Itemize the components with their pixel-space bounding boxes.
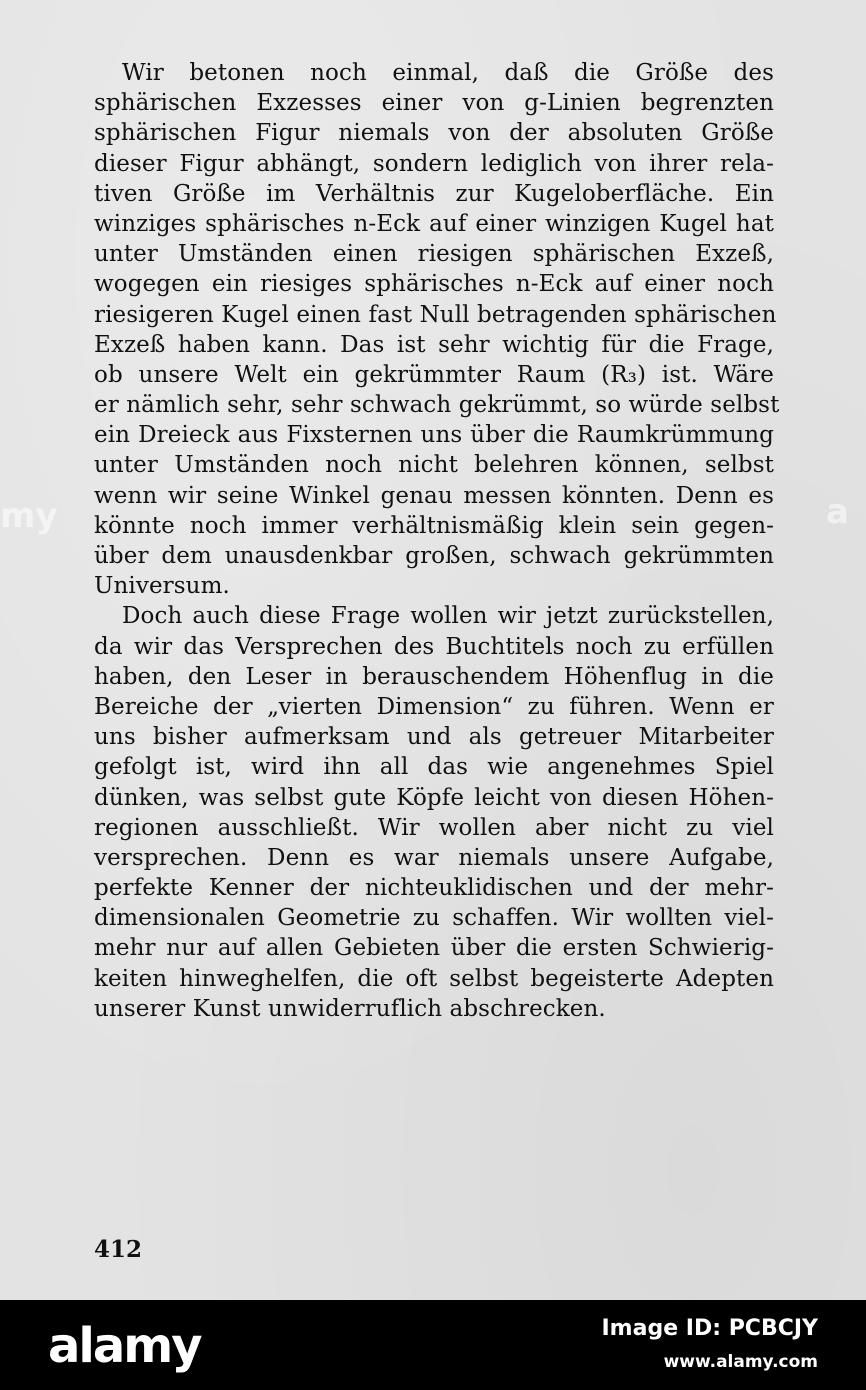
text-line: regionen ausschließt. Wir wollen aber nicht zu viel xyxy=(94,814,774,841)
text-line: ob unsere Welt ein gekrümmter Raum (R₃) ist. Wäre xyxy=(94,361,774,388)
page-number: 412 xyxy=(94,1236,143,1263)
text-line: dimensionalen Geometrie zu schaffen. Wir wollten viel- xyxy=(94,905,774,932)
text-line: keiten hinweghelfen, die oft selbst begeisterte Adepten xyxy=(94,965,774,992)
text-line: uns bisher aufmerksam und als getreuer Mitarbeiter xyxy=(94,724,774,751)
site-url: www.alamy.com xyxy=(663,1352,818,1372)
text-line: könnte noch immer verhältnismäßig klein sein gegen- xyxy=(94,512,774,539)
text-line: riesigeren Kugel einen fast Null betragenden sphärischen xyxy=(94,301,777,328)
text-line: unserer Kunst unwiderruflich abschrecken. xyxy=(94,995,606,1022)
watermark-left: my xyxy=(0,496,58,536)
text-line: wogegen ein riesiges sphärisches n-Eck auf einer noch xyxy=(94,271,774,298)
text-line: unter Umständen einen riesigen sphärischen Exzeß, xyxy=(94,241,774,268)
text-line: dünken, was selbst gute Köpfe leicht von diesen Höhen- xyxy=(94,784,774,811)
text-line: wenn wir seine Winkel genau messen könnten. Denn es xyxy=(94,482,774,509)
text-line: er nämlich sehr, sehr schwach gekrümmt, so würde selbst xyxy=(94,392,780,419)
text-line: Universum. xyxy=(94,573,230,600)
text-line: unter Umständen noch nicht belehren können, selbst xyxy=(94,452,774,479)
image-id: Image ID: PCBCJY xyxy=(601,1316,818,1341)
text-line: perfekte Kenner der nichteuklidischen und der mehr- xyxy=(94,875,774,902)
text-line: über dem unausdenkbar großen, schwach gekrümmten xyxy=(94,543,774,569)
text-line: sphärischen Exzesses einer von g-Linien begrenzten xyxy=(94,90,774,117)
text-line: versprechen. Denn es war niemals unsere Aufgabe, xyxy=(94,844,774,871)
text-line: mehr nur auf allen Gebieten über die ersten Schwierig- xyxy=(94,935,774,962)
text-line: dieser Figur abhängt, sondern lediglich von ihrer rela- xyxy=(94,150,774,177)
text-line: Bereiche der „vierten Dimension“ zu führen. Wenn er xyxy=(94,693,774,720)
text-line: haben, den Leser in berauschendem Höhenflug in die xyxy=(94,663,774,690)
text-line: Exzeß haben kann. Das ist sehr wichtig für die Frage, xyxy=(94,331,774,358)
text-line: Wir betonen noch einmal, daß die Größe des xyxy=(122,60,774,86)
stock-banner xyxy=(0,1300,866,1390)
watermark-right: a xyxy=(826,492,849,532)
text-line: winziges sphärisches n-Eck auf einer winzigen Kugel hat xyxy=(94,210,774,237)
text-line: gefolgt ist, wird ihn all das wie angenehmes Spiel xyxy=(94,754,774,781)
body-text xyxy=(94,58,780,1024)
text-line: sphärischen Figur niemals von der absoluten Größe xyxy=(94,120,774,147)
text-line: da wir das Versprechen des Buchtitels noch zu erfüllen xyxy=(94,633,774,660)
text-line: tiven Größe im Verhältnis zur Kugeloberfläche. Ein xyxy=(94,180,774,207)
alamy-logo: alamy xyxy=(48,1318,201,1374)
text-line: ein Dreieck aus Fixsternen uns über die Raumkrümmung xyxy=(94,422,774,449)
text-line: Doch auch diese Frage wollen wir jetzt zurückstellen, xyxy=(122,603,774,630)
